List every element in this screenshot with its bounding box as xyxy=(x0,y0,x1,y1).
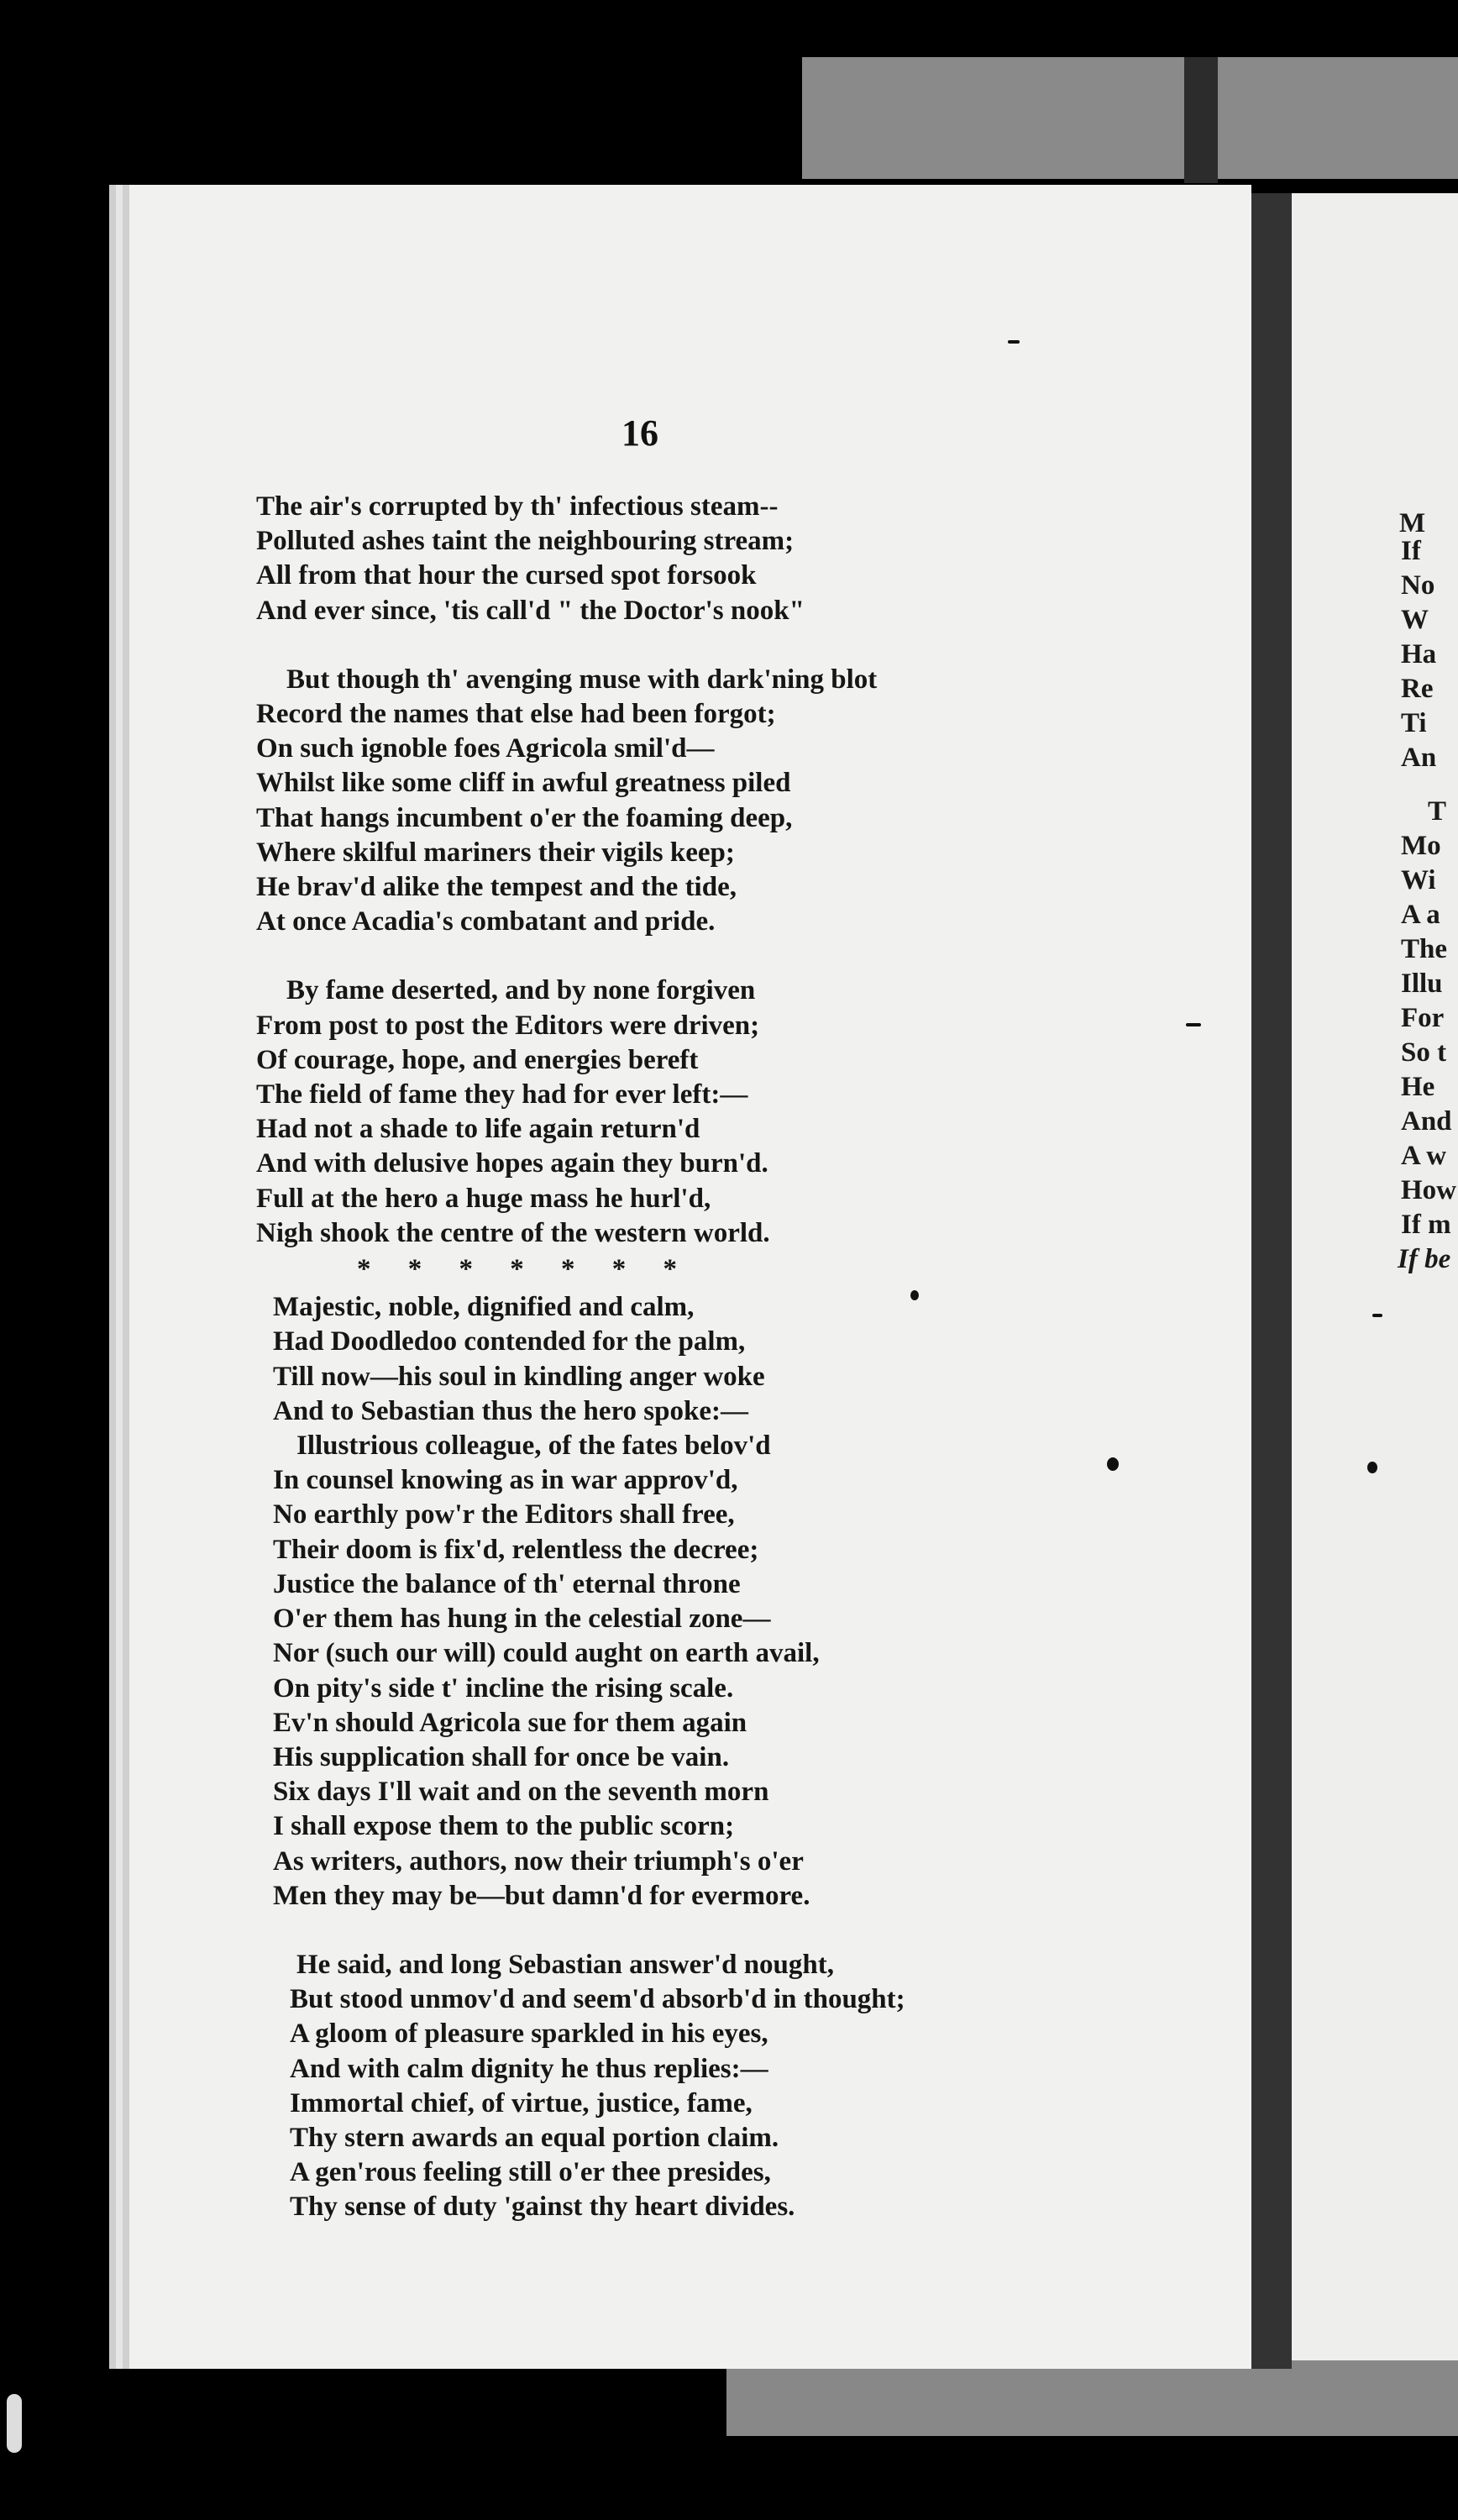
poem-line: Polluted ashes taint the neighbouring stream; xyxy=(256,526,795,557)
poem-line: But stood unmov'd and seem'd absorb'd in thought; xyxy=(290,1984,905,2015)
page-number: 16 xyxy=(621,412,658,454)
section-separator: * * * * * * * xyxy=(357,1254,677,1285)
poem-line: Men they may be—but damn'd for evermore. xyxy=(273,1880,810,1911)
facing-page-fragment: If xyxy=(1401,536,1421,566)
poem-line: Thy sense of duty 'gainst thy heart divides. xyxy=(290,2192,795,2223)
ink-speck xyxy=(1367,1462,1377,1473)
poem-line: Nor (such our will) could aught on earth avail, xyxy=(273,1638,820,1669)
poem-line: On such ignoble foes Agricola smil'd— xyxy=(256,733,715,764)
poem-line: Justice the balance of th' eternal throne xyxy=(273,1568,741,1599)
book-spine xyxy=(1251,193,1292,2369)
poem-line: And to Sebastian thus the hero spoke:— xyxy=(273,1395,748,1426)
facing-page-fragment: M xyxy=(1399,508,1426,538)
facing-page-fragment: If m xyxy=(1401,1210,1451,1240)
ink-speck xyxy=(1008,340,1020,344)
poem-line: Ev'n should Agricola sue for them again xyxy=(273,1707,747,1738)
poem-line: Had Doodledoo contended for the palm, xyxy=(273,1326,746,1357)
poem-line: Of courage, hope, and energies bereft xyxy=(256,1044,699,1075)
poem-line: As writers, authors, now their triumph's o'er xyxy=(273,1845,804,1877)
facing-page-fragment: T xyxy=(1428,796,1447,827)
poem-line: I shall expose them to the public scorn; xyxy=(273,1811,735,1842)
scan-artifact xyxy=(7,2394,22,2453)
poem-line: And ever since, 'tis call'd " the Doctor's nook" xyxy=(256,595,805,626)
ink-speck xyxy=(1372,1314,1382,1317)
poem-line: Thy stern awards an equal portion claim. xyxy=(290,2122,779,2153)
poem-line: At once Acadia's combatant and pride. xyxy=(256,906,716,937)
facing-page-fragment: How xyxy=(1401,1175,1456,1205)
facing-page-fragment: If be xyxy=(1398,1244,1451,1274)
poem-line: By fame deserted, and by none forgiven xyxy=(286,975,756,1006)
stanza-4 xyxy=(256,1290,1130,1914)
stanza-3 xyxy=(256,974,1130,1251)
poem-line: Majestic, noble, dignified and calm, xyxy=(273,1292,695,1323)
facing-page-fragment: For xyxy=(1401,1003,1445,1033)
poem-line: Record the names that else had been forgot; xyxy=(256,699,776,730)
poem-line: He brav'd alike the tempest and the tide, xyxy=(256,872,737,903)
poem-line: And with delusive hopes again they burn'd. xyxy=(256,1148,768,1179)
poem-line: Immortal chief, of virtue, justice, fame, xyxy=(290,2087,753,2118)
facing-page-fragment: An xyxy=(1401,743,1437,773)
facing-page-fragment: W xyxy=(1401,605,1429,635)
poem-line: He said, and long Sebastian answer'd nought, xyxy=(296,1949,835,1980)
ink-speck xyxy=(910,1290,919,1300)
poem-text xyxy=(256,490,1130,2225)
binding-strip-top xyxy=(1184,57,1218,183)
poem-line: All from that hour the cursed spot forsook xyxy=(256,560,757,591)
stanza-1 xyxy=(256,490,1130,628)
poem-line: Full at the hero a huge mass he hurl'd, xyxy=(256,1183,711,1214)
facing-page-fragment: Wi xyxy=(1401,865,1436,895)
poem-line: Where skilful mariners their vigils keep; xyxy=(256,837,735,868)
poem-line: Whilst like some cliff in awful greatness piled xyxy=(256,768,791,799)
poem-line: But though th' avenging muse with dark'ning blot xyxy=(286,664,878,695)
poem-line: That hangs incumbent o'er the foaming deep, xyxy=(256,802,793,833)
poem-line: From post to post the Editors were driven; xyxy=(256,1010,760,1041)
ink-speck xyxy=(1186,1023,1201,1026)
poem-line: On pity's side t' incline the rising scale. xyxy=(273,1672,734,1704)
poem-line: In counsel knowing as in war approv'd, xyxy=(273,1465,738,1496)
facing-page-fragment: A a xyxy=(1401,900,1440,930)
ink-speck xyxy=(1107,1457,1119,1471)
facing-page-fragment: Mo xyxy=(1401,831,1441,861)
poem-line: The air's corrupted by th' infectious steam-- xyxy=(256,491,779,522)
stanza-2 xyxy=(256,663,1130,940)
poem-line: A gen'rous feeling still o'er thee presides, xyxy=(290,2157,771,2188)
facing-page-fragment: No xyxy=(1401,570,1435,601)
poem-line: O'er them has hung in the celestial zone— xyxy=(273,1604,771,1635)
facing-page-fragment: The xyxy=(1401,934,1448,964)
poem-line: Nigh shook the centre of the western world. xyxy=(256,1217,770,1248)
poem-line: Had not a shade to life again return'd xyxy=(256,1114,700,1145)
poem-line: And with calm dignity he thus replies:— xyxy=(290,2053,768,2084)
poem-line: His supplication shall for once be vain. xyxy=(273,1741,730,1772)
poem-line: No earthly pow'r the Editors shall free, xyxy=(273,1499,735,1530)
facing-page-fragment: Re xyxy=(1401,674,1434,704)
stanza-5 xyxy=(256,1948,1130,2225)
poem-line: Six days I'll wait and on the seventh morn xyxy=(273,1777,769,1808)
facing-page-fragment: So t xyxy=(1401,1037,1447,1068)
poem-line: Illustrious colleague, of the fates belov'd xyxy=(296,1431,771,1462)
facing-page-fragment: A w xyxy=(1401,1141,1447,1171)
facing-page-fragment: He xyxy=(1401,1072,1435,1102)
facing-page-fragment: Ha xyxy=(1401,639,1437,669)
poem-line: Till now—his soul in kindling anger woke xyxy=(273,1361,765,1392)
poem-line: A gloom of pleasure sparkled in his eyes, xyxy=(290,2019,768,2050)
facing-page-fragment: Ti xyxy=(1401,708,1427,738)
poem-line: The field of fame they had for ever left:— xyxy=(256,1079,748,1110)
facing-page-fragment: And xyxy=(1401,1106,1452,1137)
top-page-tab xyxy=(802,57,1458,179)
poem-line: Their doom is fix'd, relentless the decree; xyxy=(273,1534,759,1565)
facing-page-fragment: Illu xyxy=(1401,969,1443,999)
